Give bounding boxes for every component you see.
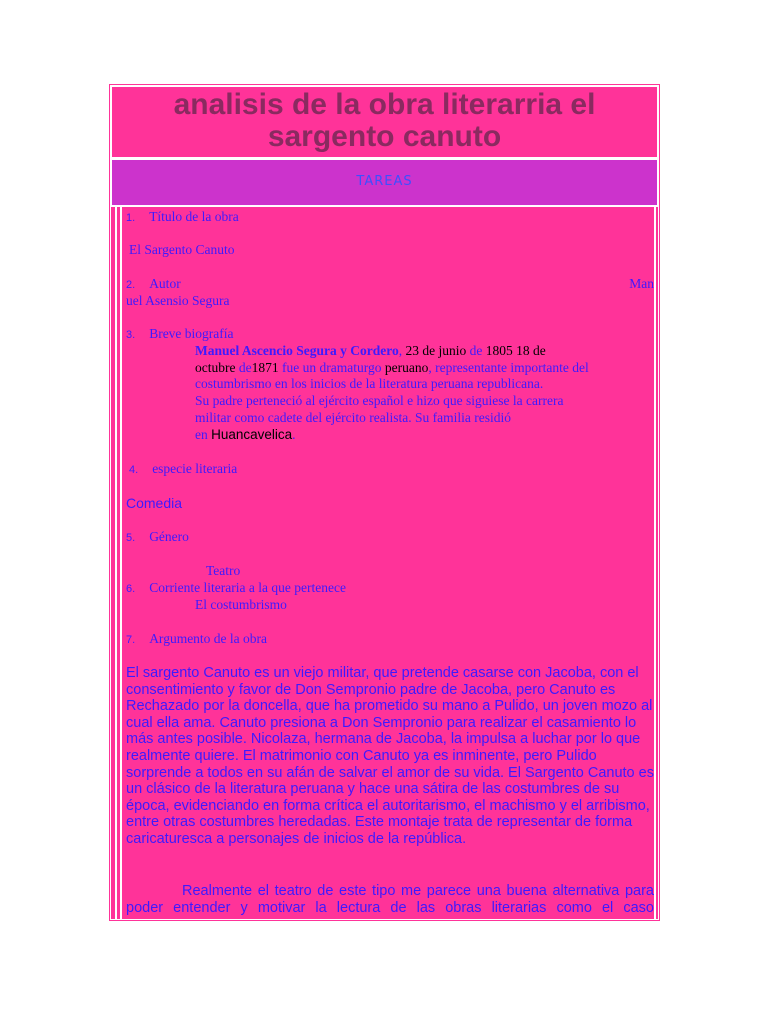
section-4-value: Comedia	[126, 495, 183, 511]
section-2-heading: 2. Autor	[126, 276, 181, 291]
section-1-heading: 1. Título de la obra	[126, 209, 239, 224]
bio-line-2: octubre de1871 fue un dramaturgo peruano, representante importante del	[195, 360, 589, 375]
section-2-value-end: uel Asensio Segura	[126, 293, 230, 308]
closing-paragraph: Realmente el teatro de este tipo me parece una buena alternativa para poder entender y motivar la lectura de las obras literarias como el caso	[126, 883, 654, 916]
document-body	[126, 207, 654, 919]
section-6-heading: 6. Corriente literaria a la que pertenece	[126, 580, 346, 595]
huancavelica-link[interactable]: Huancavelica	[211, 427, 293, 442]
argument-paragraph: El sargento Canuto es un viejo militar, que pretende casarse con Jacoba, con el consentimiento y favor de Don Sempronio padre de Jacoba, pero Canuto es Rechazado por la doncella, que ha prometido su mano a Pulido, un joven mozo al cual ella ama. Canuto presiona a Don Sempronio para realizar el casamiento lo más antes posible. Nicolaza, hermana de Jacoba, la impulsa a luchar por lo que realmente quiere. El matrimonio con Canuto ya es inminente, pero Pulido sorprende a todos en su afán de salvar el amor de su vida. El Sargento Canuto es un clásico de la literatura peruana y hace una sátira de las costumbres de su época, evidenciando en forma crítica el autoritarismo, el machismo y el arribismo, entre otras costumbres heredadas. Este montaje trata de representar de forma caricaturesca a personajes de inicios de la república.	[126, 665, 654, 847]
divider-line	[654, 207, 656, 919]
section-6-value: El costumbrismo	[195, 597, 287, 612]
bio-line-1: Manuel Ascencio Segura y Cordero, 23 de junio de 1805 18 de	[195, 343, 546, 358]
section-7-heading: 7. Argumento de la obra	[126, 631, 268, 646]
bio-line-6: en Huancavelica.	[195, 427, 296, 442]
section-2-value-start: Man	[629, 276, 654, 291]
section-5-value: Teatro	[206, 563, 241, 578]
divider-line	[120, 207, 122, 919]
bio-line-5: militar como cadete del ejército realista. Su familia residió	[195, 410, 512, 425]
section-5-heading: 5. Género	[126, 529, 189, 544]
tab-bar	[111, 159, 658, 206]
section-1-value: El Sargento Canuto	[129, 242, 235, 257]
section-3-heading: 3. Breve biografía	[126, 326, 234, 341]
bio-line-3: costumbrismo en los inicios de la literatura peruana republicana.	[195, 376, 544, 391]
title-box	[111, 86, 658, 158]
divider-line	[115, 207, 117, 919]
page-title: analisis de la obra literarria el sargento canuto	[173, 88, 596, 153]
section-4-heading: 4. especie literaria	[129, 461, 238, 476]
tab-tareas[interactable]: TAREAS	[356, 174, 413, 189]
bio-line-4: Su padre perteneció al ejército español e hizo que siguiese la carrera	[195, 393, 564, 408]
